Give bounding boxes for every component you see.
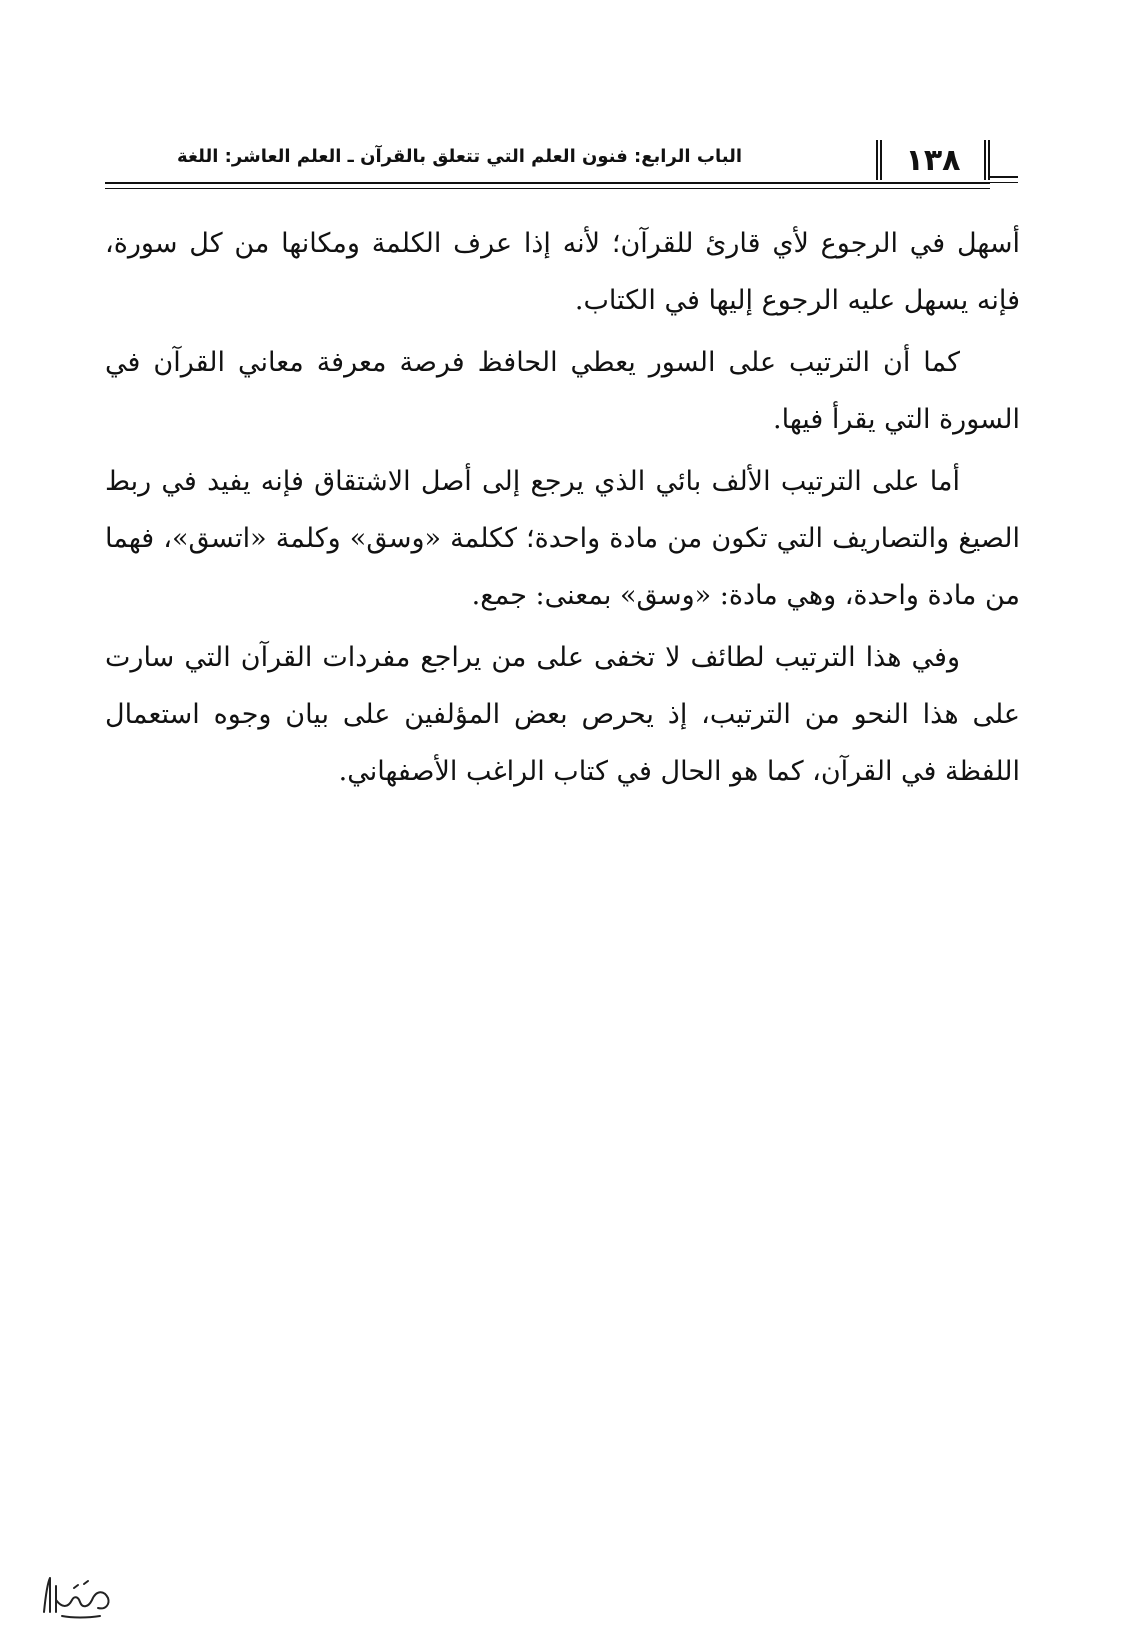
paragraph: أما على الترتيب الألف بائي الذي يرجع إلى أصل الاشتقاق فإنه يفيد في ربط الصيغ والتصاريف التي تكون من مادة واحدة؛ ككلمة «وسق» وكلمة «اتسق»، فهما من مادة واحدة، وهي مادة: «وسق» بمعنى: جمع. [105,466,1020,611]
calligraphy-logo-icon [38,1572,118,1620]
header-title: الباب الرابع: فنون العلم التي تتعلق بالقرآن ـ العلم العاشر: اللغة [177,146,742,167]
body-text [105,215,1020,805]
paragraph: وفي هذا الترتيب لطائف لا تخفى على من يراجع مفردات القرآن التي سارت على هذا النحو من الترتيب، إذ يحرص بعض المؤلفين على بيان وجوه استعمال اللفظة في القرآن، كما هو الحال في كتاب الراغب الأصفهاني. [105,642,1020,787]
header-rule-bottom [105,188,990,189]
page-number: ١٣٨ [876,140,990,180]
paragraph: أسهل في الرجوع لأي قارئ للقرآن؛ لأنه إذا عرف الكلمة ومكانها من كل سورة، فإنه يسهل عليه الرجوع إليها في الكتاب. [105,228,1020,316]
header-rule-tail-bottom [990,182,1018,183]
page-header [105,140,1018,192]
header-rule-top [105,182,990,184]
header-rule-tail-top [990,176,1018,178]
paragraph: كما أن الترتيب على السور يعطي الحافظ فرصة معرفة معاني القرآن في السورة التي يقرأ فيها. [105,347,1020,435]
